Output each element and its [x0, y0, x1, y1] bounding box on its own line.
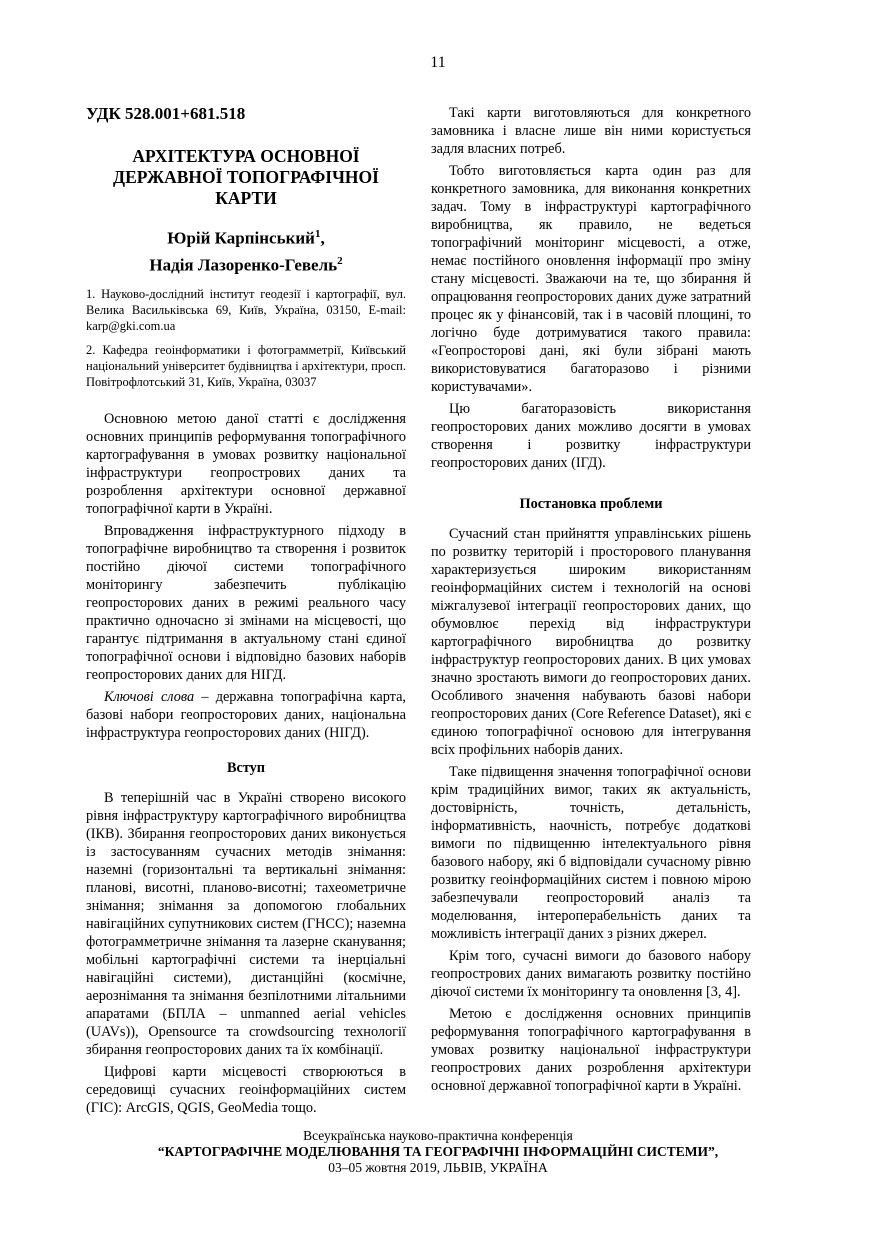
- keywords-label: Ключові слова: [104, 689, 195, 706]
- keywords: [86, 688, 406, 742]
- section-heading-problem: Постановка проблеми: [519, 496, 663, 512]
- footer-conference-date-place: 03–05 жовтня 2019, ЛЬВІВ, УКРАЇНА: [328, 1160, 548, 1175]
- intro-paragraph: Цю багаторазовість використання геопросторових даних можливо досягти в умовах створення і розвитку інфраструктури геопросторових даних (ІГД).: [431, 401, 751, 471]
- affiliation-mark: 1: [314, 228, 321, 240]
- authors: [86, 223, 406, 276]
- intro-paragraph: Цифрові карти місцевості створюються в середовищі сучасних геоінформаційних систем (ГІС): ArcGIS, QGIS, GeoMedia тощо.: [86, 1064, 406, 1117]
- udc-code: УДК 528.001+681.518: [86, 104, 246, 123]
- title-line: КАРТИ: [215, 188, 277, 208]
- title-line: ДЕРЖАВНОЇ ТОПОГРАФІЧНОЇ: [113, 167, 379, 187]
- footer-conference-name: “КАРТОГРАФІЧНЕ МОДЕЛЮВАННЯ ТА ГЕОГРАФІЧНІ ІНФОРМАЦІЙНІ СИСТЕМИ”,: [157, 1144, 719, 1159]
- footer-conference-type: Всеукраїнська науково-практична конференція: [303, 1128, 573, 1143]
- problem-paragraph: Таке підвищення значення топографічної основи крім традиційних вимог, таких як актуальність, достовірність, точність, детальність, інформативність, наочність, потребує додаткові вимоги по підвищенню інтелектуального рівня базового набору, які б відповідали сучасному рівню розвитку геоінформаційних систем і повною мірою забезпечували геопросторовий аналіз та моделювання, інтероперабельність даних та можливість інтеграції даних з різних джерел.: [431, 764, 751, 942]
- article-title: [86, 146, 406, 209]
- intro-paragraph: Тобто виготовляється карта один раз для конкретного замовника, для виконання конкретних задач. Тому в інфраструктурі картографічного виробництва, як правило, не ведеться топографічний моніторинг місцевості, а отже, немає постійного оновлення інформації про зміну стану місцевості. Зважаючи на те, що збирання й опрацювання геопросторових даних дуже затратний процес як у фінансовій, так і в часовій площині, то логічно буде дотримуватися такого правила: «Геопросторові дані, які були зібрані мають використовуватися багаторазово і різними користувачами».: [431, 163, 751, 395]
- problem-paragraph: Метою є дослідження основних принципів реформування топографічного картографування в умовах розвитку національної інфраструктури геопрострових даних розроблення архітектури основної державної топографічної карти в Україні.: [431, 1006, 751, 1094]
- keywords-text: – державна топографічна карта, базові набори геопросторових даних, національна інфраструктура геопросторових даних (НІГД).: [86, 689, 406, 742]
- problem-paragraph: Сучасний стан прийняття управлінських рішень по розвитку територій і просторового планування характеризується широким використанням геоінформаційних систем і технологій на основі міжгалузевої інтеграції геопросторових даних, що обумовлює перехід від інфраструктури картографічного виробництва до розвитку інфраструктур геопросторових даних. В цих умовах значно зростають вимоги до геопросторових даних. Особливого значення набувають базові набори геопросторових даних (Core Reference Dataset), які є єдиною топографічної основою для інтегрування всіх профільних наборів даних.: [431, 526, 751, 758]
- affiliation-mark: 2: [337, 254, 343, 267]
- right-column: [431, 104, 751, 1099]
- intro-paragraph: В теперішній час в Україні створено високого рівня інфраструктуру картографічного виробництва (ІКВ). Збирання геопросторових даних виконується із застосуванням сучасних методів знімання: наземні (горизонтальні та вертикальні знімання: планові, висотні, планово-висотні; тахеометричне знімання; знімання за допомогою глобальних навігаційних супутникових систем (ГНСС); наземна фотограмметричне знімання та лазерне сканування; мобільні картографічні системи та інерціальні навігаційні системи), дистанційні (космічне, аерознімання та знімання безпілотними літальними апаратами (БПЛА – unmanned aerial vehicles (UAVs)), Opensource та crowdsourcing технології збирання геопросторових даних та їх комбінації.: [86, 790, 406, 1059]
- left-column: [86, 104, 406, 1121]
- author-separator: ,: [320, 228, 325, 248]
- problem-paragraph: Крім того, сучасні вимоги до базового набору геопрострових даних вимагають розвитку постійно діючої системи їх моніторингу та оновлення [3, 4].: [431, 948, 751, 1000]
- author-1: [86, 223, 406, 250]
- affiliation-2: 2. Кафедра геоінформатики і фотограмметрії, Київський національний університет будівництва і архітектури, просп. Повітрофлотський 31, Київ, Україна, 03037: [86, 343, 406, 390]
- abstract-paragraph: Впровадження інфраструктурного підходу в топографічне виробництво та створення і розвиток постійно діючої системи топографічного моніторингу забезпечить публікацію геопросторових даних в режимі реального часу практично одночасно зі змінами на місцевості, що гарантує підтримання в актуальному стані єдиної топографічної основи і відповідно базових наборів геопросторових даних для НІГД.: [86, 523, 406, 684]
- page-footer: [0, 1128, 876, 1176]
- author-name: Надія Лазоренко-Гевель: [149, 255, 338, 275]
- affiliation-1: 1. Науково-дослідний інститут геодезії і картографії, вул. Велика Васильківська 69, Київ, Україна, 03150, E-mail: karp@gki.com.ua: [86, 287, 406, 334]
- section-heading-intro: Вступ: [226, 760, 266, 777]
- title-line: АРХІТЕКТУРА ОСНОВНОЇ: [132, 146, 360, 166]
- page-number: 11: [430, 54, 446, 71]
- author-name: Юрій Карпінський: [167, 228, 315, 248]
- abstract-paragraph: Основною метою даної статті є дослідження основних принципів реформування топографічного картографування в умовах розвитку національної інфраструктури геопрострових даних та розроблення архітектури основної державної топографічної карти в Україні.: [86, 411, 406, 518]
- intro-paragraph: Такі карти виготовляються для конкретного замовника і власне лише він ними користується задля власних потреб.: [431, 105, 751, 157]
- author-2: [86, 250, 406, 277]
